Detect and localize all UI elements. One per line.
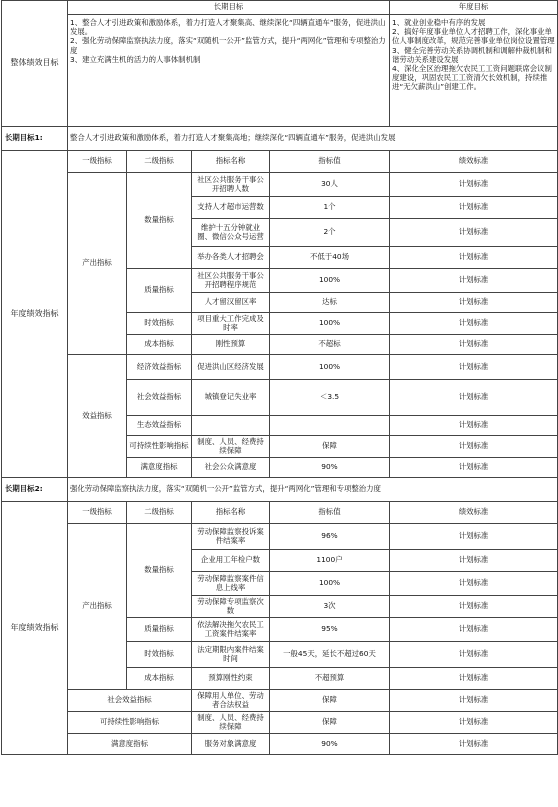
indicator-value: 2个 (270, 219, 390, 247)
indicator-standard: 计划标准 (390, 173, 558, 197)
indicator-value: 90% (270, 458, 390, 478)
l2-cost: 成本指标 (127, 335, 192, 355)
l2-sustain: 可持续性影响指标 (127, 436, 192, 458)
indicator-standard: 计划标准 (390, 596, 558, 618)
header-level1: 一级指标 (68, 502, 127, 524)
indicator-name: 社会公众满意度 (192, 458, 270, 478)
l1-effect: 效益指标 (68, 355, 127, 478)
l2-cost: 成本指标 (127, 668, 192, 690)
indicator-value: 100% (270, 572, 390, 596)
indicator-name: 制度、人员、经费持续保障 (192, 436, 270, 458)
indicator-name: 保障用人单位、劳动者合法权益 (192, 690, 270, 712)
indicator-name (192, 416, 270, 436)
indicator-value: 30人 (270, 173, 390, 197)
header-value: 指标值 (270, 502, 390, 524)
indicator-value: 100% (270, 313, 390, 335)
indicator-standard: 计划标准 (390, 247, 558, 269)
header-standard: 绩效标准 (390, 151, 558, 173)
indicator-standard: 计划标准 (390, 197, 558, 219)
l1-output: 产出指标 (68, 173, 127, 355)
l2-quality: 质量指标 (127, 618, 192, 642)
indicator-standard: 计划标准 (390, 355, 558, 380)
indicator-standard: 计划标准 (390, 436, 558, 458)
header-standard: 绩效标准 (390, 502, 558, 524)
l2-social: 社会效益指标 (127, 380, 192, 416)
l2-quality: 质量指标 (127, 269, 192, 313)
l2-quantity: 数量指标 (127, 173, 192, 269)
indicator-value: 保障 (270, 690, 390, 712)
indicator-standard: 计划标准 (390, 293, 558, 313)
header-level2: 二级指标 (127, 502, 192, 524)
header-name: 指标名称 (192, 151, 270, 173)
goal1-annual-label: 年度绩效指标 (2, 151, 68, 478)
indicator-value: 90% (270, 734, 390, 755)
indicator-standard: 计划标准 (390, 458, 558, 478)
indicator-name: 劳动保障监察投诉案件结案率 (192, 524, 270, 550)
performance-table (1, 0, 558, 755)
annual-header: 年度目标 (390, 1, 558, 15)
indicator-standard: 计划标准 (390, 572, 558, 596)
indicator-value: 保障 (270, 712, 390, 734)
indicator-standard: 计划标准 (390, 550, 558, 572)
indicator-value: 不低于40场 (270, 247, 390, 269)
indicator-name: 服务对象满意度 (192, 734, 270, 755)
indicator-name: 项目重大工作完成及时率 (192, 313, 270, 335)
indicator-standard: 计划标准 (390, 734, 558, 755)
indicator-value: 不超预算 (270, 668, 390, 690)
indicator-standard: 计划标准 (390, 380, 558, 416)
indicator-name: 制度、人员、经费持续保障 (192, 712, 270, 734)
indicator-name: 劳动保障监察案件信息上线率 (192, 572, 270, 596)
l2-quantity: 数量指标 (127, 524, 192, 618)
indicator-value: 达标 (270, 293, 390, 313)
indicator-standard: 计划标准 (390, 416, 558, 436)
indicator-value (270, 416, 390, 436)
l2-sustain: 可持续性影响指标 (68, 712, 192, 734)
indicator-name: 劳动保障专项监察次数 (192, 596, 270, 618)
indicator-standard: 计划标准 (390, 642, 558, 668)
l2-ecology: 生态效益指标 (127, 416, 192, 436)
indicator-standard: 计划标准 (390, 668, 558, 690)
indicator-value: 不超标 (270, 335, 390, 355)
header-level2: 二级指标 (127, 151, 192, 173)
l1-output: 产出指标 (68, 524, 127, 690)
indicator-value: 保障 (270, 436, 390, 458)
l2-time: 时效指标 (127, 642, 192, 668)
header-level1: 一级指标 (68, 151, 127, 173)
indicator-name: 企业用工年检户数 (192, 550, 270, 572)
indicator-value: ＜3.5 (270, 380, 390, 416)
long-term-text: 1、整合人才引进政策和激励体系，着力打造人才聚集高、继续深化“四辆直通车”服务，促进洪山发展。 2、强化劳动保障监察执法力度，落实“双随机一公开”监管方式，提升“两网化”管理和专项整治力度 3、建立充满生机的活力的人事体制机制 (68, 15, 390, 127)
l2-satisfaction: 满意度指标 (127, 458, 192, 478)
indicator-name: 预算刚性约束 (192, 668, 270, 690)
indicator-value: 95% (270, 618, 390, 642)
indicator-standard: 计划标准 (390, 313, 558, 335)
indicator-standard: 计划标准 (390, 712, 558, 734)
l2-social: 社会效益指标 (68, 690, 192, 712)
goal2-annual-label: 年度绩效指标 (2, 502, 68, 755)
indicator-name: 支持人才超市运营数 (192, 197, 270, 219)
indicator-value: 100% (270, 355, 390, 380)
indicator-name: 人才留汉留区率 (192, 293, 270, 313)
l2-satisfaction: 满意度指标 (68, 734, 192, 755)
l2-time: 时效指标 (127, 313, 192, 335)
indicator-name: 城镇登记失业率 (192, 380, 270, 416)
indicator-value: 1100户 (270, 550, 390, 572)
indicator-standard: 计划标准 (390, 219, 558, 247)
indicator-standard: 计划标准 (390, 524, 558, 550)
overall-label: 整体绩效目标 (2, 1, 68, 127)
indicator-value: 一般45天，延长不超过60天 (270, 642, 390, 668)
indicator-value: 3次 (270, 596, 390, 618)
indicator-name: 依法解决拖欠农民工工资案件结案率 (192, 618, 270, 642)
indicator-standard: 计划标准 (390, 335, 558, 355)
header-name: 指标名称 (192, 502, 270, 524)
goal1-label: 长期目标1: (2, 127, 68, 151)
long-term-header: 长期目标 (68, 1, 390, 15)
indicator-value: 1个 (270, 197, 390, 219)
indicator-name: 社区公共服务干事公开招聘人数 (192, 173, 270, 197)
indicator-name: 法定期限内案件结案时间 (192, 642, 270, 668)
indicator-standard: 计划标准 (390, 618, 558, 642)
indicator-name: 促进洪山区经济发展 (192, 355, 270, 380)
goal1-text: 整合人才引进政策和激励体系，着力打造人才聚集高地；继续深化“四辆直通车”服务，促进洪山发展 (68, 127, 558, 151)
goal2-label: 长期目标2: (2, 478, 68, 502)
l2-economic: 经济效益指标 (127, 355, 192, 380)
indicator-name: 举办各类人才招聘会 (192, 247, 270, 269)
indicator-name: 维护十五分钟就业圈、微信公众号运营 (192, 219, 270, 247)
indicator-standard: 计划标准 (390, 690, 558, 712)
indicator-name: 刚性预算 (192, 335, 270, 355)
indicator-value: 96% (270, 524, 390, 550)
indicator-value: 100% (270, 269, 390, 293)
header-value: 指标值 (270, 151, 390, 173)
indicator-name: 社区公共服务干事公开招聘程序规范 (192, 269, 270, 293)
indicator-standard: 计划标准 (390, 269, 558, 293)
goal2-text: 强化劳动保障监察执法力度，落实“双随机一公开”监管方式，提升“两网化”管理和专项整治力度 (68, 478, 558, 502)
annual-text: 1、就业创业稳中有序的发展 2、搞好年度事业单位人才招聘工作，深化事业单位人事制度改革，规范完善事业单位岗位设置管理 3、健全完善劳动关系协调机制和调解仲裁机制和谐劳动关系建设发展 4、深化全区治理拖欠农民工工资问题联席会议制度建设，巩固农民工工资清欠长效机制，持续推进“无欠薪洪山”创建工作。 (390, 15, 558, 127)
